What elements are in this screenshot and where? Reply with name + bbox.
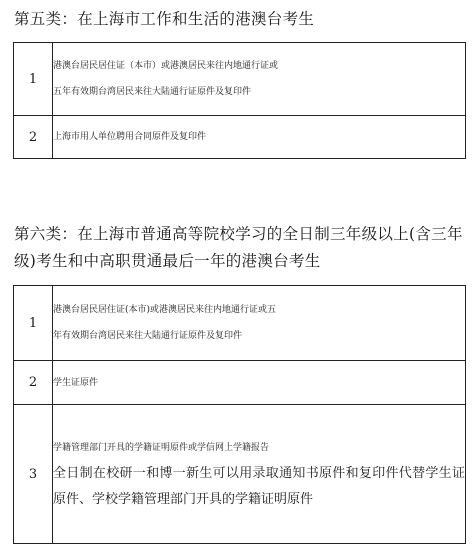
requirement-line: 学生证原件 — [53, 377, 99, 388]
row-number: 1 — [14, 286, 53, 361]
section-5-title: 第五类：在上海市工作和生活的港澳台考生 — [14, 10, 315, 28]
requirement-text — [53, 405, 466, 544]
table-row — [14, 116, 466, 159]
table-row — [14, 361, 466, 405]
table-row — [14, 286, 466, 361]
requirement-line: 港澳台居民居住证（本市）或港澳居民来往内地通行证或 — [53, 61, 279, 71]
requirement-line: 全日制在校研一和博一新生可以用录取通知书原件和复印件代替学生证原件、学校学籍管理部门开具的学籍证明原件 — [53, 466, 465, 507]
row-number: 2 — [14, 361, 53, 405]
row-number: 2 — [14, 116, 53, 159]
requirement-text — [53, 116, 466, 159]
requirement-text — [53, 43, 466, 116]
section-6-table — [13, 285, 466, 544]
requirement-text — [53, 361, 466, 405]
table-row — [14, 43, 466, 116]
requirement-line: 上海市用人单位聘用合同原件及复印件 — [53, 132, 207, 142]
row-number: 3 — [14, 405, 53, 544]
row-number: 1 — [14, 43, 53, 116]
table-row — [14, 405, 466, 544]
requirement-line: 学籍管理部门开具的学籍证明原件或学信网上学籍报告 — [53, 443, 270, 453]
requirement-text — [53, 286, 466, 361]
section-5-table — [13, 42, 466, 159]
requirement-line: 五年有效期台湾居民来往大陆通行证原件及复印件 — [53, 87, 252, 97]
section-6-title: 第六类：在上海市普通高等院校学习的全日制三年级以上(含三年级)考生和中高职贯通最后一年的港澳台考生 — [14, 225, 463, 270]
requirement-line: 年有效期台湾居民来往大陆通行证原件及复印件 — [53, 331, 243, 341]
requirement-line: 港澳台居民居住证(本市)或港澳居民来往内地通行证或五 — [53, 305, 277, 315]
